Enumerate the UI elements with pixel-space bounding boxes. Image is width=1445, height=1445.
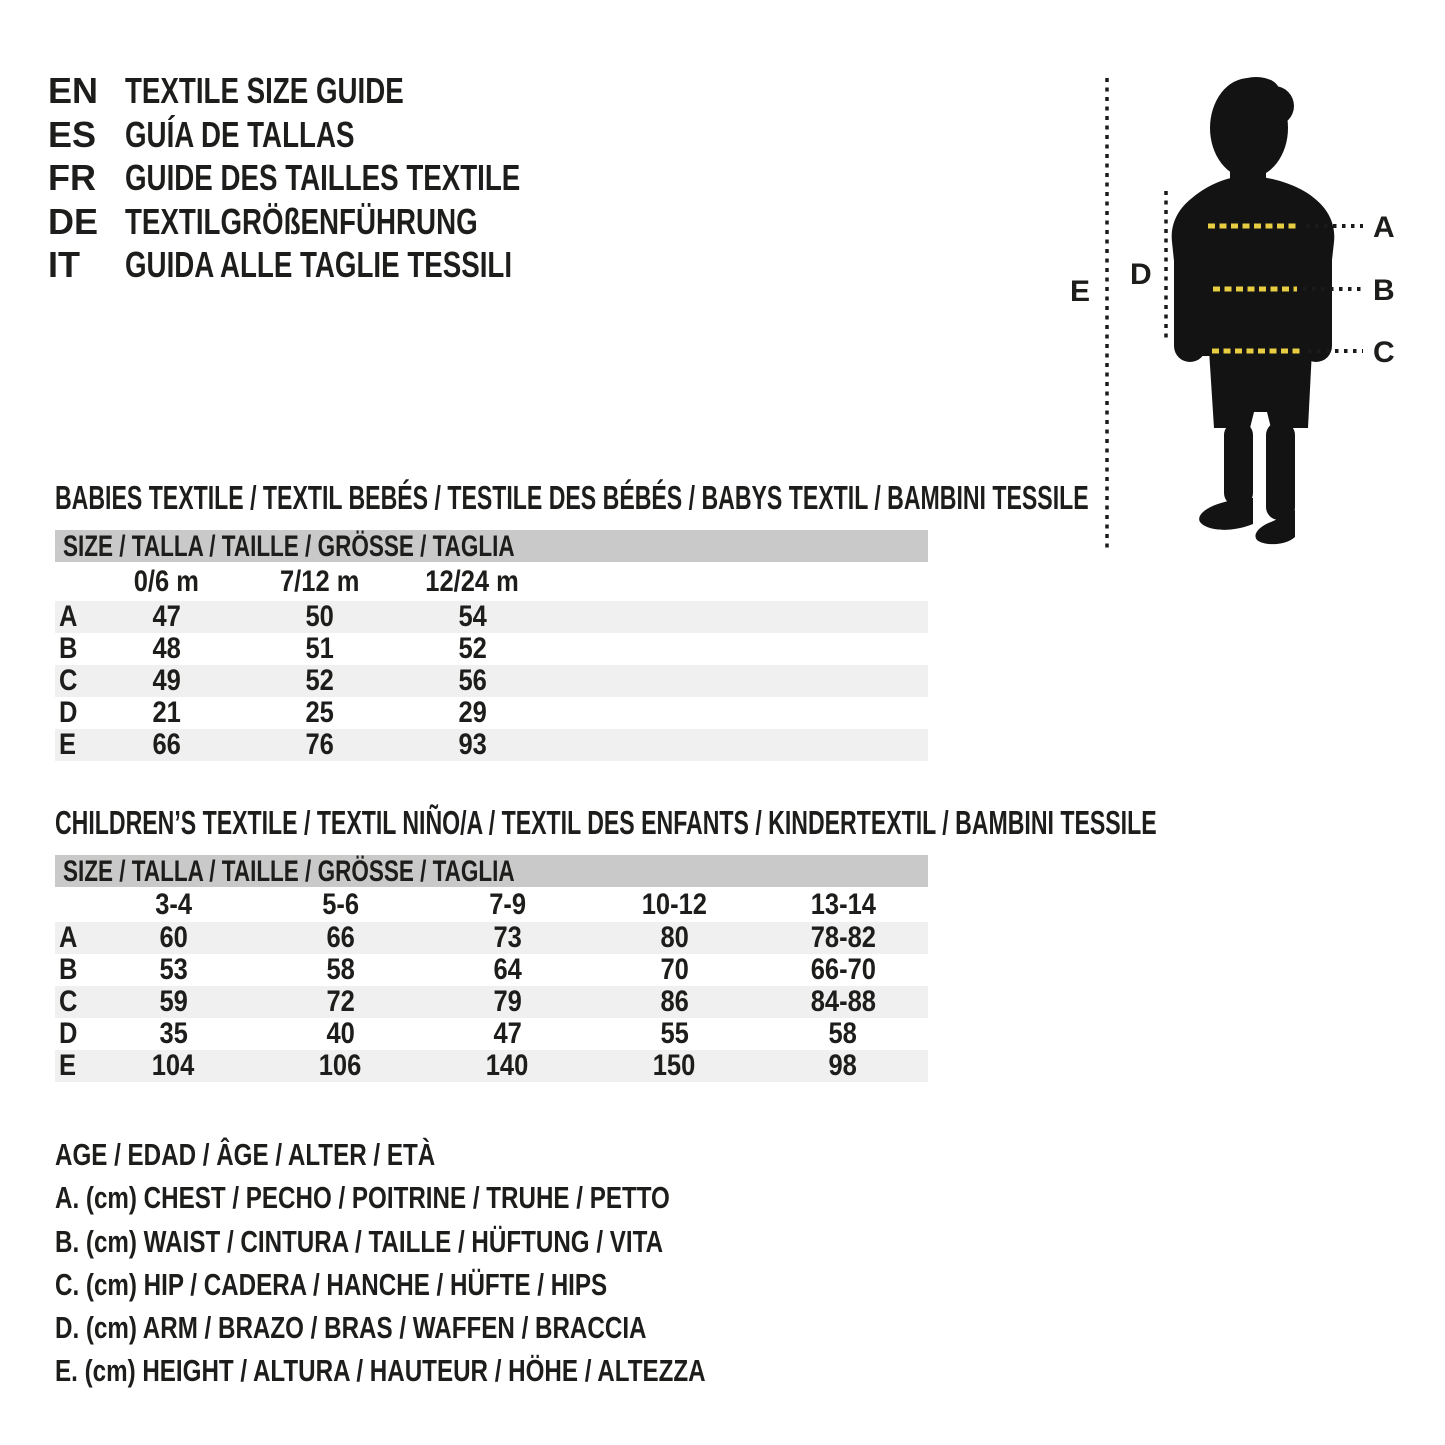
row-label: E (59, 1049, 77, 1082)
column-header: 3-4 (155, 887, 192, 921)
cell: 104 (152, 1049, 195, 1082)
table-row (55, 1050, 928, 1082)
table-row (55, 922, 928, 954)
table-row (55, 697, 928, 729)
cell: 79 (493, 985, 522, 1018)
cell: 58 (828, 1017, 858, 1050)
column-header: 7-9 (489, 887, 526, 921)
column-header: 5-6 (322, 887, 359, 921)
language-row-it (48, 243, 638, 287)
figure-label-B: B (1373, 274, 1395, 307)
cell: 49 (152, 664, 181, 697)
legend-line-age: AGE / EDAD / ÂGE / ALTER / ETÀ (55, 1137, 436, 1172)
measurement-legend (55, 1133, 889, 1393)
cell: 25 (305, 696, 334, 729)
cell: 72 (326, 985, 355, 1018)
cell: 64 (493, 953, 522, 986)
table-row (55, 633, 928, 665)
babies-column-header-row (55, 562, 928, 601)
cell: 35 (159, 1017, 188, 1050)
cell: 47 (152, 600, 181, 633)
column-header: 7/12 m (279, 564, 360, 598)
row-label: E (59, 728, 77, 761)
children-section-title: CHILDREN’S TEXTILE / TEXTIL NIÑO/A / TEXTIL DES ENFANTS / KINDERTEXTIL / BAMBINI TESSILE (55, 804, 1157, 841)
cell: 66 (152, 728, 181, 761)
babies-size-header-bar: SIZE / TALLA / TAILLE / GRÖSSE / TAGLIA (55, 530, 928, 562)
cell: 52 (458, 632, 487, 665)
legend-line-chest: A. (cm) CHEST / PECHO / POITRINE / TRUHE / PETTO (55, 1180, 670, 1216)
guide-title-es: GUÍA DE TALLAS (125, 113, 355, 155)
cell: 55 (660, 1017, 689, 1050)
row-label: C (59, 985, 78, 1018)
cell: 53 (159, 953, 188, 986)
language-code: FR (48, 157, 96, 198)
legend-line-waist: B. (cm) WAIST / CINTURA / TAILLE / HÜFTUNG / VITA (55, 1223, 664, 1259)
cell: 93 (458, 728, 487, 761)
language-title-list (48, 69, 638, 287)
cell: 86 (660, 985, 689, 1018)
cell: 80 (660, 921, 689, 954)
cell: 58 (326, 953, 355, 986)
language-row-en (48, 69, 638, 113)
cell: 84-88 (810, 985, 876, 1018)
cell: 150 (653, 1049, 696, 1082)
language-code: ES (48, 113, 97, 155)
cell: 66 (326, 921, 355, 954)
cell: 73 (493, 921, 522, 954)
babies-section-title: BABIES TEXTILE / TEXTIL BEBÉS / TESTILE DES BÉBÉS / BABYS TEXTIL / BAMBINI TESSILE (55, 479, 1089, 516)
table-row (55, 954, 928, 986)
children-size-table (55, 887, 928, 1082)
column-header: 0/6 m (133, 564, 200, 598)
language-code: EN (48, 70, 99, 111)
table-row (55, 601, 928, 633)
cell: 51 (305, 632, 334, 665)
row-label: A (59, 921, 78, 954)
cell: 56 (458, 664, 487, 697)
language-row-fr (48, 156, 638, 200)
column-header: 10-12 (641, 887, 708, 921)
figure-label-C: C (1373, 336, 1395, 369)
cell: 140 (486, 1049, 529, 1082)
table-row (55, 1018, 928, 1050)
guide-title-de: TEXTILGRÖßENFÜHRUNG (125, 200, 478, 242)
figure-label-D: D (1130, 258, 1152, 291)
cell: 98 (828, 1049, 858, 1082)
cell: 48 (152, 632, 181, 665)
legend-line-hip: C. (cm) HIP / CADERA / HANCHE / HÜFTE / HIPS (55, 1266, 608, 1302)
cell: 70 (660, 953, 689, 986)
cell: 52 (305, 664, 334, 697)
cell: 47 (493, 1017, 522, 1050)
children-column-header-row (55, 887, 928, 922)
language-row-es (48, 113, 638, 157)
figure-label-A: A (1373, 211, 1395, 244)
language-code: IT (48, 244, 80, 285)
row-label: C (59, 664, 78, 697)
row-label: A (59, 600, 78, 633)
column-header: 13-14 (810, 887, 876, 921)
cell: 50 (305, 600, 334, 633)
child-silhouette (1172, 77, 1335, 544)
cell: 76 (305, 728, 334, 761)
language-row-de (48, 200, 638, 244)
cell: 66-70 (810, 953, 876, 986)
cell: 106 (319, 1049, 362, 1082)
cell: 54 (458, 600, 487, 633)
cell: 60 (159, 921, 188, 954)
cell: 29 (458, 696, 487, 729)
cell: 40 (326, 1017, 355, 1050)
children-size-header-bar: SIZE / TALLA / TAILLE / GRÖSSE / TAGLIA (55, 855, 928, 887)
table-row (55, 986, 928, 1018)
guide-title-en: TEXTILE SIZE GUIDE (125, 70, 404, 111)
row-label: D (59, 696, 78, 729)
cell: 59 (159, 985, 188, 1018)
legend-line-height: E. (cm) HEIGHT / ALTURA / HAUTEUR / HÖHE / ALTEZZA (55, 1353, 706, 1389)
column-header: 12/24 m (425, 564, 520, 598)
guide-title-it: GUIDA ALLE TAGLIE TESSILI (125, 244, 513, 285)
row-label: D (59, 1017, 78, 1050)
cell: 78-82 (810, 921, 876, 954)
cell: 21 (152, 696, 181, 729)
babies-size-table (55, 562, 928, 761)
language-code: DE (48, 200, 99, 242)
guide-title-fr: GUIDE DES TAILLES TEXTILE (125, 157, 521, 198)
legend-line-arm: D. (cm) ARM / BRAZO / BRAS / WAFFEN / BRACCIA (55, 1310, 647, 1346)
row-label: B (59, 953, 78, 986)
table-row (55, 729, 928, 761)
table-row (55, 665, 928, 697)
figure-label-E: E (1070, 275, 1091, 308)
row-label: B (59, 632, 78, 665)
